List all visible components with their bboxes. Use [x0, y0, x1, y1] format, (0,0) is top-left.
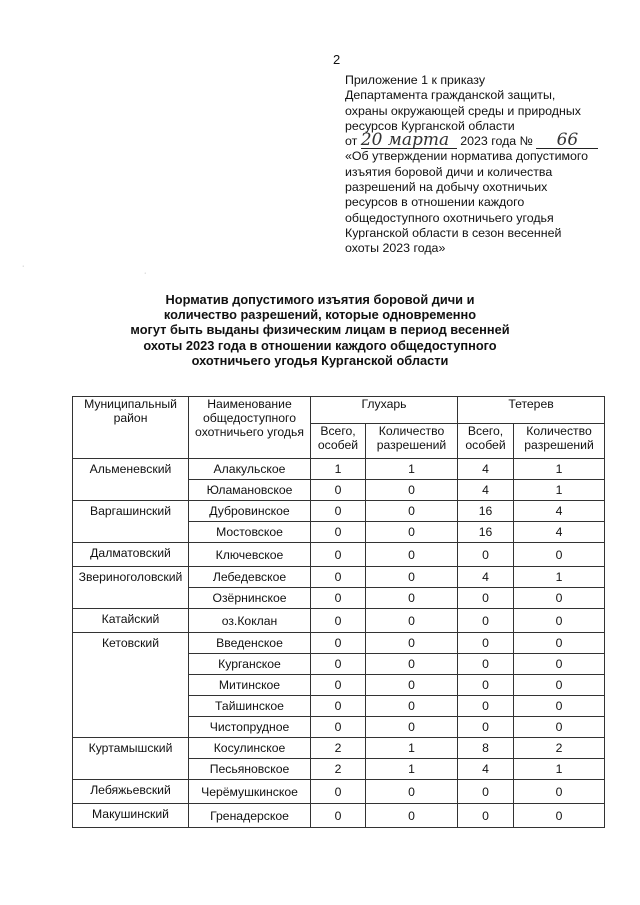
appendix-line: охраны окружающей среды и природных	[345, 103, 581, 118]
title-line: охоты 2023 года в отношении каждого общедоступного	[143, 337, 497, 353]
title-line: охотничьего угодья Курганской области	[191, 352, 449, 368]
capercaillie-permits-cell: 0	[366, 717, 458, 738]
black-grouse-permits-cell: 1	[514, 567, 605, 588]
quota-table	[72, 396, 605, 828]
capercaillie-permits-cell: 0	[366, 522, 458, 543]
table-body	[73, 459, 605, 828]
district-cell: Макушинский	[73, 804, 189, 828]
black-grouse-total-cell: 0	[458, 804, 514, 828]
capercaillie-total-cell: 1	[311, 459, 366, 480]
area-cell: Песьяновское	[189, 759, 311, 780]
area-cell: Юламановское	[189, 480, 311, 501]
scan-speck: ·	[144, 270, 147, 277]
title-line: количество разрешений, которые одновременно	[163, 307, 477, 323]
capercaillie-permits-cell: 0	[366, 804, 458, 828]
capercaillie-total-cell: 0	[311, 522, 366, 543]
title-line: Норматив допустимого изъятия боровой дичи и	[165, 292, 475, 307]
district-cell: Катайский	[73, 609, 189, 633]
black-grouse-total-cell: 4	[458, 759, 514, 780]
capercaillie-total-cell: 2	[311, 738, 366, 759]
black-grouse-permits-cell: 1	[514, 480, 605, 501]
black-grouse-permits-cell: 0	[514, 675, 605, 696]
subject-line: общедоступного охотничьего угодья	[345, 210, 554, 225]
black-grouse-permits-cell: 4	[514, 522, 605, 543]
document-title	[100, 292, 540, 368]
appendix-line: Департамента гражданской защиты,	[345, 88, 556, 103]
table-row	[73, 567, 605, 588]
area-cell: Косулинское	[189, 738, 311, 759]
capercaillie-total-cell: 0	[311, 780, 366, 804]
district-cell: Лебяжьевский	[73, 780, 189, 804]
capercaillie-total-cell: 0	[311, 717, 366, 738]
black-grouse-permits-cell: 0	[514, 717, 605, 738]
area-cell: Тайшинское	[189, 696, 311, 717]
black-grouse-total-cell: 4	[458, 459, 514, 480]
area-cell: Чистопрудное	[189, 717, 311, 738]
capercaillie-total-cell: 0	[311, 633, 366, 654]
header-black-grouse-total: Всего, особей	[458, 424, 514, 459]
subject-line: «Об утверждении норматива допустимого	[345, 149, 589, 164]
black-grouse-total-cell: 0	[458, 780, 514, 804]
area-cell: Алакульское	[189, 459, 311, 480]
black-grouse-total-cell: 0	[458, 633, 514, 654]
header-area: Наименование общедоступного охотничьего угодья	[189, 397, 311, 459]
area-cell: Черёмушкинское	[189, 780, 311, 804]
header-capercaillie: Глухарь	[311, 397, 458, 424]
capercaillie-total-cell: 0	[311, 501, 366, 522]
black-grouse-total-cell: 0	[458, 654, 514, 675]
district-cell: Кетовский	[73, 633, 189, 738]
header-capercaillie-total: Всего, особей	[311, 424, 366, 459]
district-cell: Альменевский	[73, 459, 189, 501]
black-grouse-permits-cell: 0	[514, 633, 605, 654]
header-black-grouse-permits: Количество разрешений	[514, 424, 605, 459]
subject-line: Курганской области в сезон весенней	[345, 225, 562, 240]
capercaillie-total-cell: 0	[311, 567, 366, 588]
black-grouse-total-cell: 0	[458, 696, 514, 717]
black-grouse-permits-cell: 4	[514, 501, 605, 522]
capercaillie-total-cell: 0	[311, 480, 366, 501]
table-row	[73, 609, 605, 633]
table-row	[73, 804, 605, 828]
area-cell: Курганское	[189, 654, 311, 675]
black-grouse-permits-cell: 0	[514, 543, 605, 567]
table-row	[73, 633, 605, 654]
black-grouse-permits-cell: 0	[514, 780, 605, 804]
area-cell: Мостовское	[189, 522, 311, 543]
subject-line: разрешений на добычу охотничьих	[345, 180, 548, 195]
capercaillie-total-cell: 0	[311, 675, 366, 696]
handwritten-number: 66	[536, 134, 598, 149]
black-grouse-total-cell: 0	[458, 543, 514, 567]
black-grouse-total-cell: 0	[458, 588, 514, 609]
title-line: могут быть выданы физическим лицам в период весенней	[130, 322, 510, 338]
district-cell: Варгашинский	[73, 501, 189, 543]
capercaillie-total-cell: 2	[311, 759, 366, 780]
capercaillie-permits-cell: 0	[366, 567, 458, 588]
area-cell: Введенское	[189, 633, 311, 654]
scan-speck: ·	[22, 263, 25, 270]
table-row	[73, 780, 605, 804]
order-date-line	[345, 130, 615, 151]
capercaillie-permits-cell: 1	[366, 459, 458, 480]
area-cell: Лебедевское	[189, 567, 311, 588]
capercaillie-permits-cell: 1	[366, 759, 458, 780]
black-grouse-total-cell: 0	[458, 675, 514, 696]
black-grouse-total-cell: 4	[458, 480, 514, 501]
black-grouse-total-cell: 8	[458, 738, 514, 759]
black-grouse-total-cell: 16	[458, 522, 514, 543]
area-cell: Озёрнинское	[189, 588, 311, 609]
black-grouse-permits-cell: 0	[514, 609, 605, 633]
capercaillie-permits-cell: 0	[366, 633, 458, 654]
capercaillie-total-cell: 0	[311, 804, 366, 828]
area-cell: Ключевское	[189, 543, 311, 567]
black-grouse-permits-cell: 0	[514, 588, 605, 609]
table-row	[73, 738, 605, 759]
district-cell: Далматовский	[73, 543, 189, 567]
capercaillie-permits-cell: 0	[366, 780, 458, 804]
subject-line: охоты 2023 года»	[345, 241, 446, 256]
header-black-grouse: Тетерев	[458, 397, 605, 424]
header-district: Муниципальный район	[73, 397, 189, 459]
capercaillie-permits-cell: 0	[366, 501, 458, 522]
capercaillie-permits-cell: 0	[366, 675, 458, 696]
date-prefix: от	[345, 134, 358, 149]
capercaillie-total-cell: 0	[311, 609, 366, 633]
capercaillie-permits-cell: 0	[366, 588, 458, 609]
capercaillie-total-cell: 0	[311, 696, 366, 717]
black-grouse-permits-cell: 0	[514, 654, 605, 675]
header-capercaillie-permits: Количество разрешений	[366, 424, 458, 459]
capercaillie-permits-cell: 0	[366, 609, 458, 633]
page-number: 2	[333, 52, 341, 67]
black-grouse-permits-cell: 1	[514, 759, 605, 780]
subject-line: изъятия боровой дичи и количества	[345, 164, 553, 179]
capercaillie-total-cell: 0	[311, 543, 366, 567]
capercaillie-permits-cell: 0	[366, 654, 458, 675]
year-text: 2023 года №	[460, 134, 533, 149]
handwritten-date: 20 марта	[361, 134, 457, 149]
district-cell: Звериноголовский	[73, 567, 189, 609]
area-cell: Дубровинское	[189, 501, 311, 522]
black-grouse-total-cell: 0	[458, 717, 514, 738]
table-row	[73, 543, 605, 567]
black-grouse-total-cell: 0	[458, 609, 514, 633]
capercaillie-permits-cell: 0	[366, 543, 458, 567]
capercaillie-permits-cell: 0	[366, 480, 458, 501]
area-cell: Гренадерское	[189, 804, 311, 828]
appendix-line: ресурсов Курганской области	[345, 118, 515, 133]
appendix-block	[345, 73, 615, 257]
area-cell: Митинское	[189, 675, 311, 696]
subject-line: ресурсов в отношении каждого	[345, 195, 525, 210]
table-row	[73, 459, 605, 480]
black-grouse-permits-cell: 1	[514, 459, 605, 480]
capercaillie-permits-cell: 0	[366, 696, 458, 717]
black-grouse-permits-cell: 0	[514, 696, 605, 717]
black-grouse-total-cell: 16	[458, 501, 514, 522]
capercaillie-permits-cell: 1	[366, 738, 458, 759]
capercaillie-total-cell: 0	[311, 588, 366, 609]
district-cell: Куртамышский	[73, 738, 189, 780]
black-grouse-total-cell: 4	[458, 567, 514, 588]
capercaillie-total-cell: 0	[311, 654, 366, 675]
table-row	[73, 501, 605, 522]
appendix-line: Приложение 1 к приказу	[345, 73, 486, 87]
area-cell: оз.Коклан	[189, 609, 311, 633]
black-grouse-permits-cell: 2	[514, 738, 605, 759]
black-grouse-permits-cell: 0	[514, 804, 605, 828]
